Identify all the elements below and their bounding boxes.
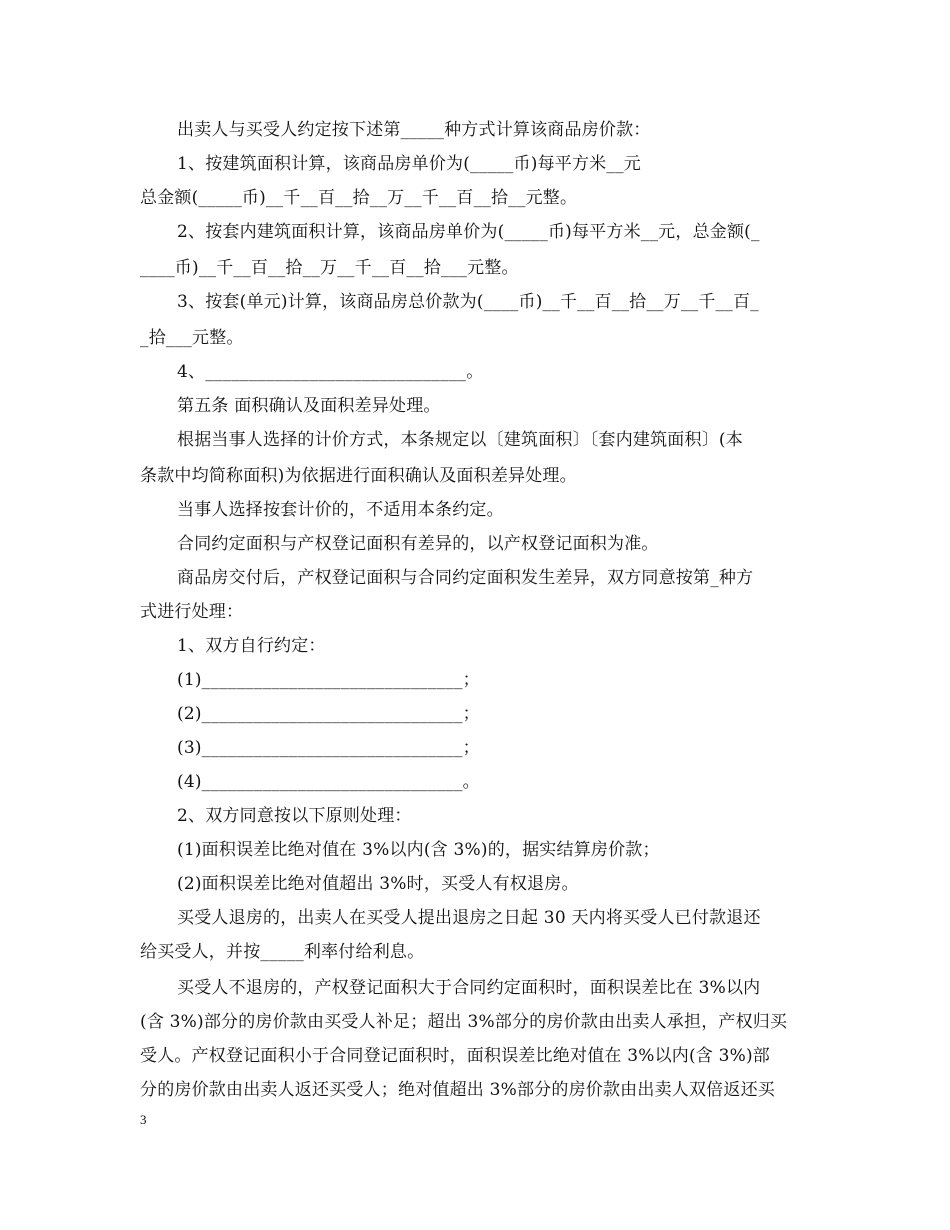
text-line: 当事人选择按套计价的，不适用本条约定。 (177, 500, 504, 520)
text-line: 买受人退房的，出卖人在买受人提出退房之日起 30 天内将买受人已付款退还 (177, 908, 761, 928)
text-line: 合同约定面积与产权登记面积有差异的，以产权登记面积为准。 (177, 534, 659, 554)
text-line: 分的房价款由出卖人返还买受人；绝对值超出 3%部分的房价款由出卖人双倍返还买 (140, 1080, 775, 1100)
blank-item: (1)______________________________； (177, 670, 480, 690)
text-line: 1、双方自行约定： (177, 636, 326, 656)
text-line: 1、按建筑面积计算，该商品房单价为(_____币)每平方米__元 (177, 154, 641, 174)
text-line: 4、______________________________。 (177, 362, 484, 382)
text-line: (1)面积误差比绝对值在 3%以内(含 3%)的，据实结算房价款； (177, 840, 660, 860)
text-line: 2、按套内建筑面积计算，该商品房单价为(_____币)每平方米__元，总金额(_ (177, 222, 760, 242)
text-line: (含 3%)部分的房价款由买受人补足；超出 3%部分的房价款由出卖人承担，产权归买 (140, 1012, 788, 1032)
blank-item: (3)______________________________； (177, 738, 480, 758)
text-line: 总金额(_____币)__千__百__拾__万__千__百__拾__元整。 (140, 188, 578, 208)
text-line: 出卖人与买受人约定按下述第_____种方式计算该商品房价款： (177, 120, 651, 140)
text-line: 条款中均简称面积)为依据进行面积确认及面积差异处理。 (140, 466, 577, 486)
text-line: ____币)__千__百__拾__万__千__百__拾___元整。 (140, 258, 519, 278)
blank-item: (2)______________________________； (177, 704, 480, 724)
text-line: 受人。产权登记面积小于合同登记面积时，面积误差比绝对值在 3%以内(含 3%)部 (140, 1046, 771, 1066)
text-line: 根据当事人选择的计价方式，本条规定以〔建筑面积〕〔套内建筑面积〕(本 (177, 430, 743, 450)
text-line: 商品房交付后，产权登记面积与合同约定面积发生差异，双方同意按第_种方 (177, 568, 754, 588)
blank-item: (4)______________________________。 (177, 772, 480, 792)
text-line: _拾___元整。 (140, 328, 244, 348)
text-line: 给买受人，并按_____利率付给利息。 (140, 942, 425, 962)
text-line: 3、按套(单元)计算，该商品房总价款为(____币)__千__百__拾__万__千__百_ (177, 292, 759, 312)
text-line: 式进行处理： (140, 602, 244, 622)
section-heading: 第五条 面积确认及面积差异处理。 (177, 396, 441, 416)
page-number: 3 (140, 1112, 147, 1127)
text-line: (2)面积误差比绝对值超出 3%时，买受人有权退房。 (177, 874, 579, 894)
text-line: 2、双方同意按以下原则处理： (177, 806, 412, 826)
text-line: 买受人不退房的，产权登记面积大于合同约定面积时，面积误差比在 3%以内 (177, 978, 761, 998)
